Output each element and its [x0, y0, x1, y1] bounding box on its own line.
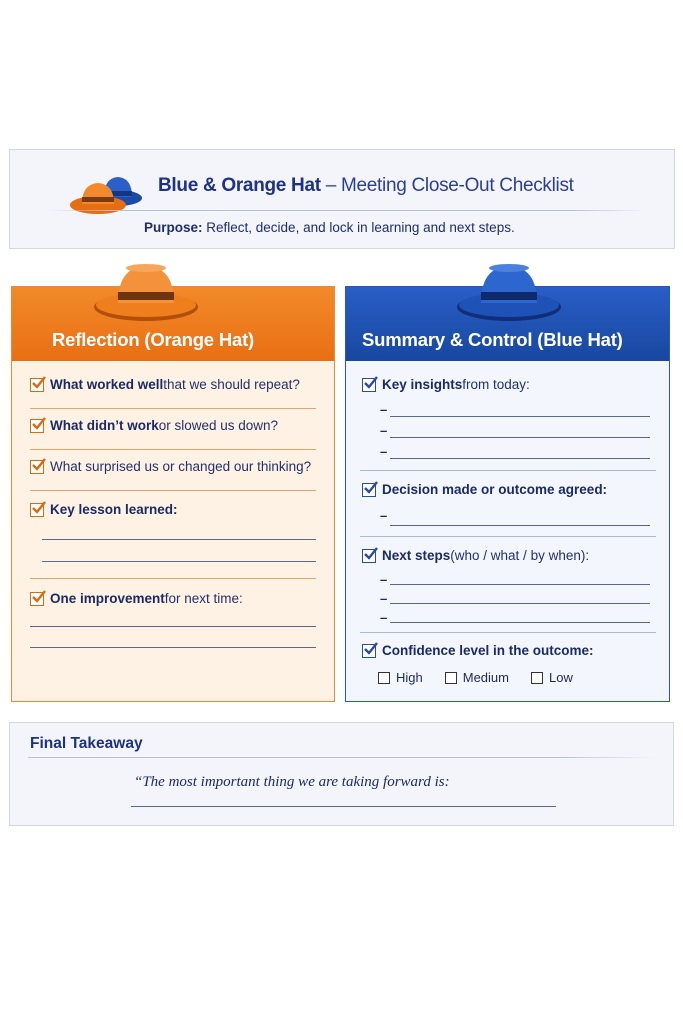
checked-box-icon[interactable]: [30, 460, 44, 474]
empty-checkbox-icon[interactable]: [378, 672, 390, 684]
empty-checkbox-icon[interactable]: [531, 672, 543, 684]
reflection-panel: [11, 286, 335, 702]
item-divider: [30, 408, 316, 409]
checked-box-icon[interactable]: [30, 592, 44, 606]
bullet-dash: –: [380, 572, 388, 587]
item-divider: [30, 449, 316, 450]
bullet-dash: –: [380, 508, 388, 523]
bullet-dash: –: [380, 591, 388, 606]
summary-panel: [345, 286, 670, 702]
checked-box-icon[interactable]: [362, 644, 376, 658]
confidence-option-medium[interactable]: Medium: [445, 670, 509, 685]
write-in-line[interactable]: [30, 626, 316, 627]
bullet-dash: –: [380, 402, 388, 417]
checklist-item-worked-well[interactable]: What worked well that we should repeat?: [30, 377, 300, 392]
write-in-line[interactable]: [42, 539, 316, 540]
checklist-item-surprised[interactable]: What surprised us or changed our thinking?: [30, 459, 311, 474]
write-in-line[interactable]: [390, 416, 650, 417]
write-in-line[interactable]: [390, 584, 650, 585]
confidence-option-low[interactable]: Low: [531, 670, 573, 685]
takeaway-write-in-line[interactable]: [131, 806, 556, 807]
write-in-line[interactable]: [390, 458, 650, 459]
summary-title: Summary & Control (Blue Hat): [362, 329, 623, 350]
checked-box-icon[interactable]: [30, 419, 44, 433]
checklist-item-improvement[interactable]: One improvement for next time:: [30, 591, 243, 606]
checklist-item-next-steps[interactable]: Next steps (who / what / by when):: [362, 548, 589, 563]
write-in-line[interactable]: [30, 647, 316, 648]
purpose-statement: Purpose: Reflect, decide, and lock in learning and next steps.: [144, 220, 515, 235]
takeaway-prompt: “The most important thing we are taking forward is:: [134, 774, 450, 790]
orange-hat-icon: [91, 259, 201, 325]
write-in-line[interactable]: [390, 525, 650, 526]
confidence-options: [378, 670, 595, 685]
checklist-item-key-lesson[interactable]: Key lesson learned:: [30, 502, 178, 517]
bullet-dash: –: [380, 423, 388, 438]
hats-icon: [68, 164, 150, 216]
item-divider: [30, 490, 316, 491]
empty-checkbox-icon[interactable]: [445, 672, 457, 684]
write-in-line[interactable]: [390, 437, 650, 438]
page-title: Blue & Orange Hat – Meeting Close-Out Checklist: [158, 175, 574, 196]
checklist-item-decision[interactable]: Decision made or outcome agreed:: [362, 482, 607, 497]
checklist-item-confidence[interactable]: Confidence level in the outcome:: [362, 643, 594, 658]
item-divider: [30, 578, 316, 579]
write-in-line[interactable]: [390, 603, 650, 604]
checklist-item-key-insights[interactable]: Key insights from today:: [362, 377, 530, 392]
header-divider: [46, 210, 646, 211]
checked-box-icon[interactable]: [362, 549, 376, 563]
reflection-title: Reflection (Orange Hat): [52, 329, 255, 350]
bullet-dash: –: [380, 610, 388, 625]
footer-divider: [28, 757, 656, 758]
final-takeaway-card: [9, 722, 674, 826]
item-divider: [360, 632, 656, 633]
write-in-line[interactable]: [42, 561, 316, 562]
bullet-dash: –: [380, 444, 388, 459]
blue-hat-icon: [454, 259, 564, 325]
item-divider: [360, 536, 656, 537]
confidence-option-high[interactable]: High: [378, 670, 423, 685]
checklist-item-didnt-work[interactable]: What didn’t work or slowed us down?: [30, 418, 278, 433]
write-in-line[interactable]: [390, 622, 650, 623]
header-card: [9, 149, 675, 249]
checked-box-icon[interactable]: [30, 503, 44, 517]
checked-box-icon[interactable]: [362, 483, 376, 497]
checked-box-icon[interactable]: [362, 378, 376, 392]
final-takeaway-title: Final Takeaway: [30, 735, 143, 752]
item-divider: [360, 470, 656, 471]
checked-box-icon[interactable]: [30, 378, 44, 392]
